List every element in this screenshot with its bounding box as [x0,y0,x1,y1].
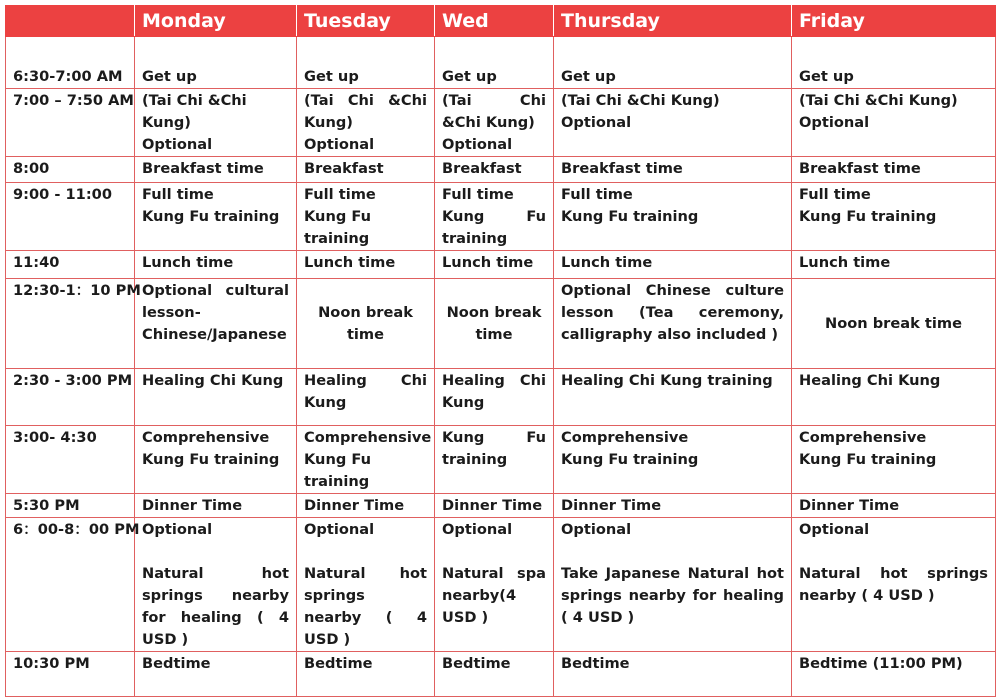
cell-line: Kung Fu training [304,451,371,490]
schedule-cell: Get up [554,37,792,89]
schedule-cell: Optional Chinese culture lesson (Tea ceremony, calligraphy also included ) [554,279,792,369]
table-row [6,183,996,251]
table-row [6,89,996,157]
schedule-cell [792,518,996,652]
header-corner [6,6,135,37]
schedule-cell: Dinner Time [792,494,996,518]
optional-label: Optional [799,521,870,538]
schedule-cell: Lunch time [297,251,435,279]
time-cell: 9:00 - 11:00 [6,183,135,251]
schedule-cell: Healing Chi Kung [297,369,435,426]
schedule-cell: Healing Chi Kung [792,369,996,426]
schedule-cell [297,183,435,251]
cell-line: Full time [561,186,633,203]
schedule-cell: Dinner Time [554,494,792,518]
header-row [6,6,996,37]
time-cell: 11:40 [6,251,135,279]
schedule-cell: Healing Chi Kung [135,369,297,426]
cell-line: Kung Fu training [799,451,937,468]
schedule-cell: Dinner Time [297,494,435,518]
schedule-cell [135,183,297,251]
schedule-cell: Lunch time [435,251,554,279]
cell-line: Optional [142,136,213,153]
schedule-cell [435,426,554,494]
cell-line: (Tai Chi &Chi Kung) [442,92,546,131]
schedule-cell: Get up [792,37,996,89]
cell-line: Take Japanese Natural hot springs nearby for healing ( 4 USD ) [561,565,784,626]
schedule-cell: Bedtime [435,652,554,697]
table-row [6,518,996,652]
schedule-cell [792,89,996,157]
cell-line: Natural hot springs nearby ( 4 USD ) [304,565,427,648]
table-row [6,426,996,494]
time-cell: 6：00-8：00 PM [6,518,135,652]
spacer [561,541,784,563]
time-cell: 10:30 PM [6,652,135,697]
spacer [799,541,988,563]
schedule-cell [554,518,792,652]
schedule-cell: Optional cultural lesson- Chinese/Japanese [135,279,297,369]
schedule-cell: Bedtime [297,652,435,697]
header-monday: Monday [135,6,297,37]
schedule-cell: Noon break time [792,279,996,369]
header-friday: Friday [792,6,996,37]
time-cell: 8:00 [6,157,135,183]
header-wed: Wed [435,6,554,37]
table-row [6,279,996,369]
schedule-cell [792,426,996,494]
header-thursday: Thursday [554,6,792,37]
schedule-cell: Bedtime [554,652,792,697]
time-cell: 2:30 - 3:00 PM [6,369,135,426]
cell-line: (Tai Chi &Chi Kung) [304,92,427,131]
schedule-cell [554,426,792,494]
schedule-cell: Breakfast [297,157,435,183]
time-cell: 5:30 PM [6,494,135,518]
cell-line: Kung Fu training [304,208,371,247]
schedule-cell [297,426,435,494]
cell-line: Kung Fu training [799,208,937,225]
table-row [6,251,996,279]
table-row [6,37,996,89]
schedule-cell [297,518,435,652]
cell-line: Kung Fu training [442,429,546,468]
table-row [6,369,996,426]
optional-label: Optional [561,521,632,538]
cell-line: Natural hot springs nearby ( 4 USD ) [799,565,988,604]
cell-line: Natural spa nearby(4 USD ) [442,565,546,626]
schedule-cell: Breakfast time [792,157,996,183]
schedule-cell [135,426,297,494]
cell-line: Full time [304,186,376,203]
schedule-cell: Dinner Time [135,494,297,518]
spacer [304,541,427,563]
time-cell: 7:00 – 7:50 AM [6,89,135,157]
schedule-cell: Get up [435,37,554,89]
schedule-cell: Bedtime (11:00 PM) [792,652,996,697]
cell-line: Full time [142,186,214,203]
cell-line: Kung Fu training [561,451,699,468]
cell-line: Natural hot springs nearby for healing ( 4 USD ) [142,565,289,648]
schedule-cell: Lunch time [554,251,792,279]
table-row [6,494,996,518]
cell-line: (Tai Chi &Chi Kung) [799,92,958,109]
schedule-cell: Breakfast [435,157,554,183]
schedule-cell [554,183,792,251]
spacer [142,541,289,563]
schedule-cell: Bedtime [135,652,297,697]
schedule-cell [435,183,554,251]
cell-line: Full time [442,186,514,203]
optional-label: Optional [442,521,513,538]
cell-line: Comprehensive [304,429,432,446]
schedule-cell: Healing Chi Kung training [554,369,792,426]
cell-line: Full time [799,186,871,203]
cell-line: (Tai Chi &Chi Kung) [561,92,720,109]
cell-line: Optional [561,114,632,131]
cell-line: Optional [799,114,870,131]
schedule-cell [135,89,297,157]
schedule-cell: Dinner Time [435,494,554,518]
schedule-cell [792,183,996,251]
table-row [6,157,996,183]
schedule-cell: Breakfast time [135,157,297,183]
cell-line: Comprehensive [799,429,927,446]
time-cell: 3:00- 4:30 [6,426,135,494]
cell-line: Optional [304,136,375,153]
schedule-cell: Healing Chi Kung [435,369,554,426]
cell-line: Comprehensive [561,429,689,446]
cell-line: Optional [442,136,513,153]
schedule-cell: Breakfast time [554,157,792,183]
schedule-cell [135,518,297,652]
schedule-table [5,5,996,697]
time-cell: 12:30-1：10 PM [6,279,135,369]
header-tuesday: Tuesday [297,6,435,37]
schedule-cell [297,89,435,157]
schedule-cell [435,518,554,652]
cell-line: Kung Fu training [142,451,280,468]
schedule-cell: Noon break time [435,279,554,369]
schedule-cell: Noon break time [297,279,435,369]
time-cell: 6:30-7:00 AM [6,37,135,89]
cell-line: Kung Fu training [442,208,546,247]
cell-line: Kung Fu training [561,208,699,225]
cell-line: Comprehensive [142,429,270,446]
optional-label: Optional [142,521,213,538]
table-row [6,652,996,697]
schedule-cell: Get up [297,37,435,89]
schedule-cell [435,89,554,157]
cell-line: Kung Fu training [142,208,280,225]
cell-line: (Tai Chi &Chi Kung) [142,92,247,131]
schedule-cell: Get up [135,37,297,89]
schedule-cell: Lunch time [135,251,297,279]
optional-label: Optional [304,521,375,538]
spacer [442,541,546,563]
schedule-cell [554,89,792,157]
schedule-cell: Lunch time [792,251,996,279]
